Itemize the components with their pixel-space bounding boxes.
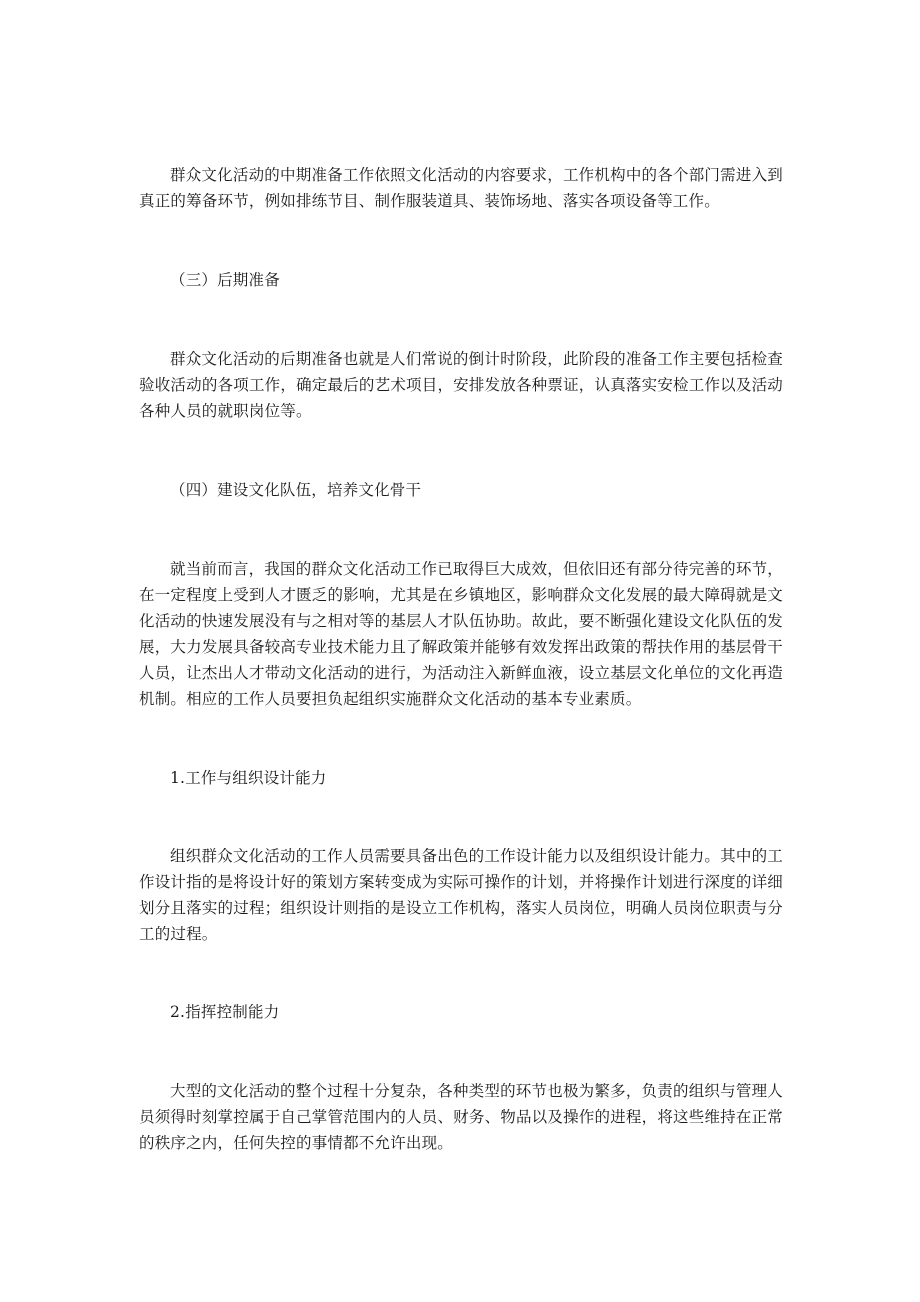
heading-work-organization-design: 1.工作与组织设计能力 [170,769,327,787]
paragraph-work-organization-design: 组织群众文化活动的工作人员需要具备出色的工作设计能力以及组织设计能力。其中的工作设计指的是将设计好的策划方案转变成为实际可操作的计划，并将操作计划进行深度的详细划分且落实的过程；组织设计则指的是设立工作机构，落实人员岗位，明确人员岗位职责与分工的过程。 [139,847,783,943]
paragraph-command-control: 大型的文化活动的整个过程十分复杂，各种类型的环节也极为繁多，负责的组织与管理人员须得时刻掌控属于自己掌管范围内的人员、财务、物品以及操作的进程，将这些维持在正常的秩序之内，任何失控的事情都不允许出现。 [139,1082,783,1152]
paragraph-mid-term-preparation: 群众文化活动的中期准备工作依照文化活动的内容要求，工作机构中的各个部门需进入到真正的筹备环节，例如排练节目、制作服装道具、装饰场地、落实各项设备等工作。 [139,166,783,210]
heading-command-control: 2.指挥控制能力 [170,1003,280,1021]
paragraph-cultural-team: 就当前而言，我国的群众文化活动工作已取得巨大成效，但依旧还有部分待完善的环节，在一定程度上受到人才匮乏的影响，尤其是在乡镇地区，影响群众文化发展的最大障碍就是文化活动的快速发展没有与之相对等的基层人才队伍协助。故此，要不断强化建设文化队伍的发展，大力发展具备较高专业技术能力且了解政策并能够有效发挥出政策的帮扶作用的基层骨干人员，让杰出人才带动文化活动的进行，为活动注入新鲜血液，设立基层文化单位的文化再造机制。相应的工作人员要担负起组织实施群众文化活动的基本专业素质。 [139,560,783,708]
heading-build-cultural-team: （四）建设文化队伍，培养文化骨干 [170,481,422,499]
heading-late-preparation: （三）后期准备 [170,271,280,289]
paragraph-late-preparation: 群众文化活动的后期准备也就是人们常说的倒计时阶段，此阶段的准备工作主要包括检查验收活动的各项工作，确定最后的艺术项目，安排发放各种票证，认真落实安检工作以及活动各种人员的就职岗位等。 [139,350,783,420]
